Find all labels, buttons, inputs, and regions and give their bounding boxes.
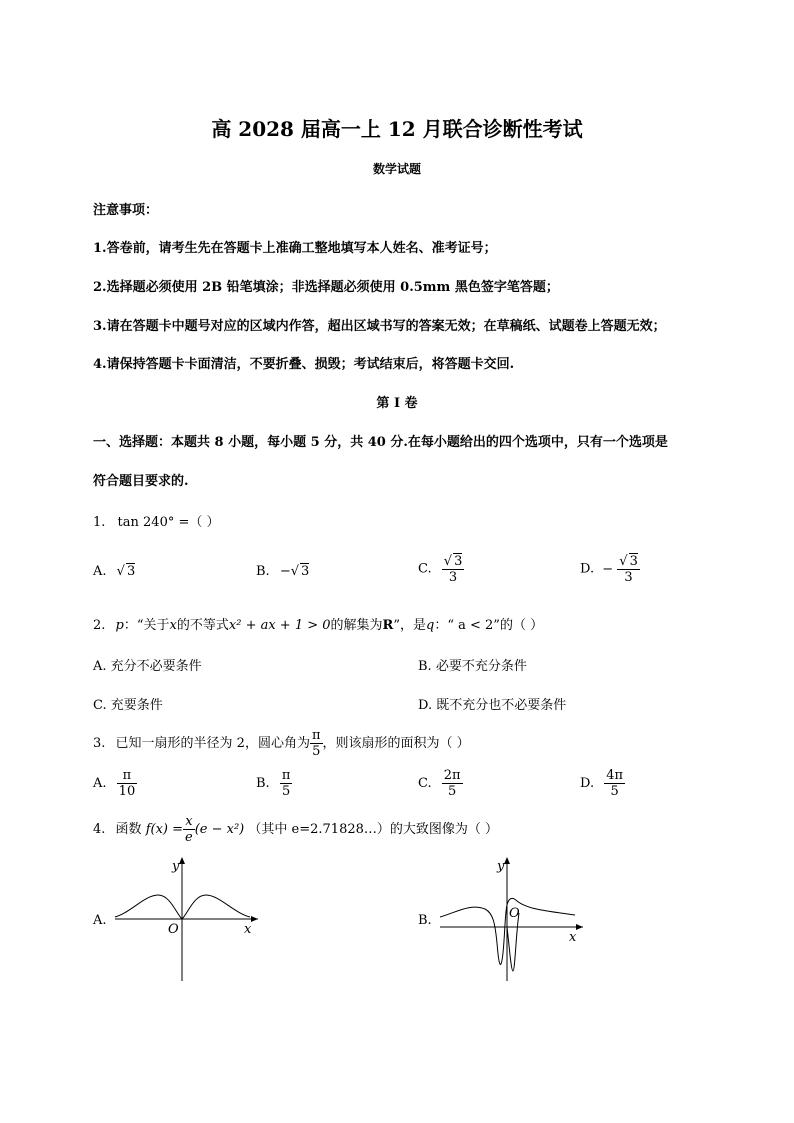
notice-heading: 注意事项： [93,203,159,218]
numerator: 2π [443,768,461,783]
q2-option-a: A. 充分不必要条件 [93,659,202,674]
option-letter: D. [580,561,595,577]
fraction [280,768,293,799]
question-number: 1. [93,515,106,530]
option-letter: D. [580,776,595,791]
y-axis-arrow [504,857,510,864]
radicand: 3 [454,554,463,569]
stem-text: 函数 [115,822,142,837]
option-letter: B. [256,776,270,791]
section-intro: 一、选择题：本题共 8 小题，每小题 5 分，共 40 分.在每小题给出的四个选项中，只有一个选项是 [93,435,668,450]
q1-option-c [418,553,464,585]
option-letter: B. [256,564,270,579]
section-label: 第 I 卷 [376,396,418,411]
stem-text: 的不等式 [176,618,229,633]
question-1 [93,511,220,530]
question-number: 3. [93,736,106,751]
origin-label: O [509,906,520,921]
sqrt-symbol: √ [116,564,125,579]
x-axis-label: x [244,922,252,937]
y-axis-arrow [179,857,185,864]
stem-text: 已知一扇形的半径为 2，圆心角为 [115,736,310,751]
sqrt-symbol: √ [619,554,628,569]
q3-option-d [580,768,625,799]
fraction [183,814,195,845]
numerator: x [183,814,195,830]
denominator: 5 [610,784,619,799]
fraction [442,768,463,799]
y-axis-label: y [172,859,180,874]
stem-text: ”，是 [393,618,427,633]
fraction [310,728,323,759]
page-title: 高 2028 届高一上 12 月联合诊断性考试 [211,117,583,141]
inequality: x² + ax + 1 > 0 [228,618,331,633]
question-3 [93,728,470,759]
section-intro: 符合题目要求的. [93,474,189,489]
q4-graph-b [435,853,585,983]
denominator: 5 [448,784,457,799]
option-letter: C. [418,561,432,577]
set-r: R [382,618,394,633]
question-number: 4. [93,822,106,837]
denominator: 3 [448,570,458,585]
question-4 [93,814,498,845]
numerator: 4π [606,768,624,783]
denominator: e [185,830,193,845]
notice-item: 1.答卷前，请考生先在答题卡上准确工整地填写本人姓名、准考证号； [93,241,497,256]
q3-option-c [418,768,463,799]
radicand: 3 [629,554,638,569]
option-letter: C. [418,776,432,791]
option-letter: A. [93,776,107,791]
sqrt-symbol: √ [443,554,453,569]
x-axis-label: x [569,930,577,945]
var-p: p [115,618,124,633]
fraction [604,768,625,799]
numerator: π [311,728,321,743]
q3-option-b [256,768,292,799]
function-rhs: (e − x²) [194,822,245,837]
numerator: π [281,768,291,783]
q2-option-b: B. 必要不充分条件 [418,659,527,674]
minus-sign: − [279,564,291,579]
q2-option-c: C. 充要条件 [93,698,163,713]
q1-option-a [93,563,135,579]
notice-item: 3.请在答题卡中题号对应的区域内作答，超出区域书写的答案无效；在草稿纸、试题卷上答题无效； [93,319,666,334]
q4-option-b-letter: B. [418,913,432,928]
fraction [442,553,465,585]
x-axis-arrow [576,924,583,930]
function-lhs: f(x) = [145,822,184,837]
stem-text: ，则该扇形的面积为（ ） [322,736,470,751]
notice-item: 2.选择题必须使用 2B 铅笔填涂；非选择题必须使用 0.5mm 黑色签字笔答题； [93,280,559,295]
sqrt-symbol: √ [290,564,300,579]
q1-option-b [256,563,309,579]
notice-item: 4.请保持答题卡卡面清洁，不要折叠、损毁；考试结束后，将答题卡交回. [93,357,515,372]
q2-option-d: D. 既不充分也不必要条件 [418,698,567,713]
fraction [117,768,138,799]
stem-text: （其中 e=2.71828…）的大致图像为（ ） [248,822,499,837]
q3-option-a [93,768,137,799]
x-axis-arrow [251,916,258,922]
q4-graph-a [110,853,260,983]
question-number: 2. [93,618,106,633]
question-2 [93,614,543,633]
page-subtitle: 数学试题 [372,162,421,176]
stem-text: ：“关于 [123,618,170,633]
curve-dip [507,913,519,971]
minus-sign: − [602,561,614,577]
stem-text: 的解集为 [330,618,383,633]
var-q: q [426,618,435,633]
radicand: 3 [301,564,310,579]
q4-option-a-letter: A. [93,913,107,928]
numerator: π [117,768,138,784]
denominator: 5 [312,744,321,759]
origin-label: O [168,922,179,937]
stem-text: ：“ a < 2”的（ ） [434,618,544,633]
var-x: x [169,618,177,633]
denominator: 3 [624,570,633,585]
radicand: 3 [126,564,136,579]
denominator: 10 [118,784,136,799]
question-stem: tan 240° =（ ） [117,515,220,530]
y-axis-label: y [497,859,505,874]
option-letter: A. [93,564,107,579]
fraction [617,553,640,585]
q1-option-d [580,553,640,585]
denominator: 5 [281,784,291,799]
